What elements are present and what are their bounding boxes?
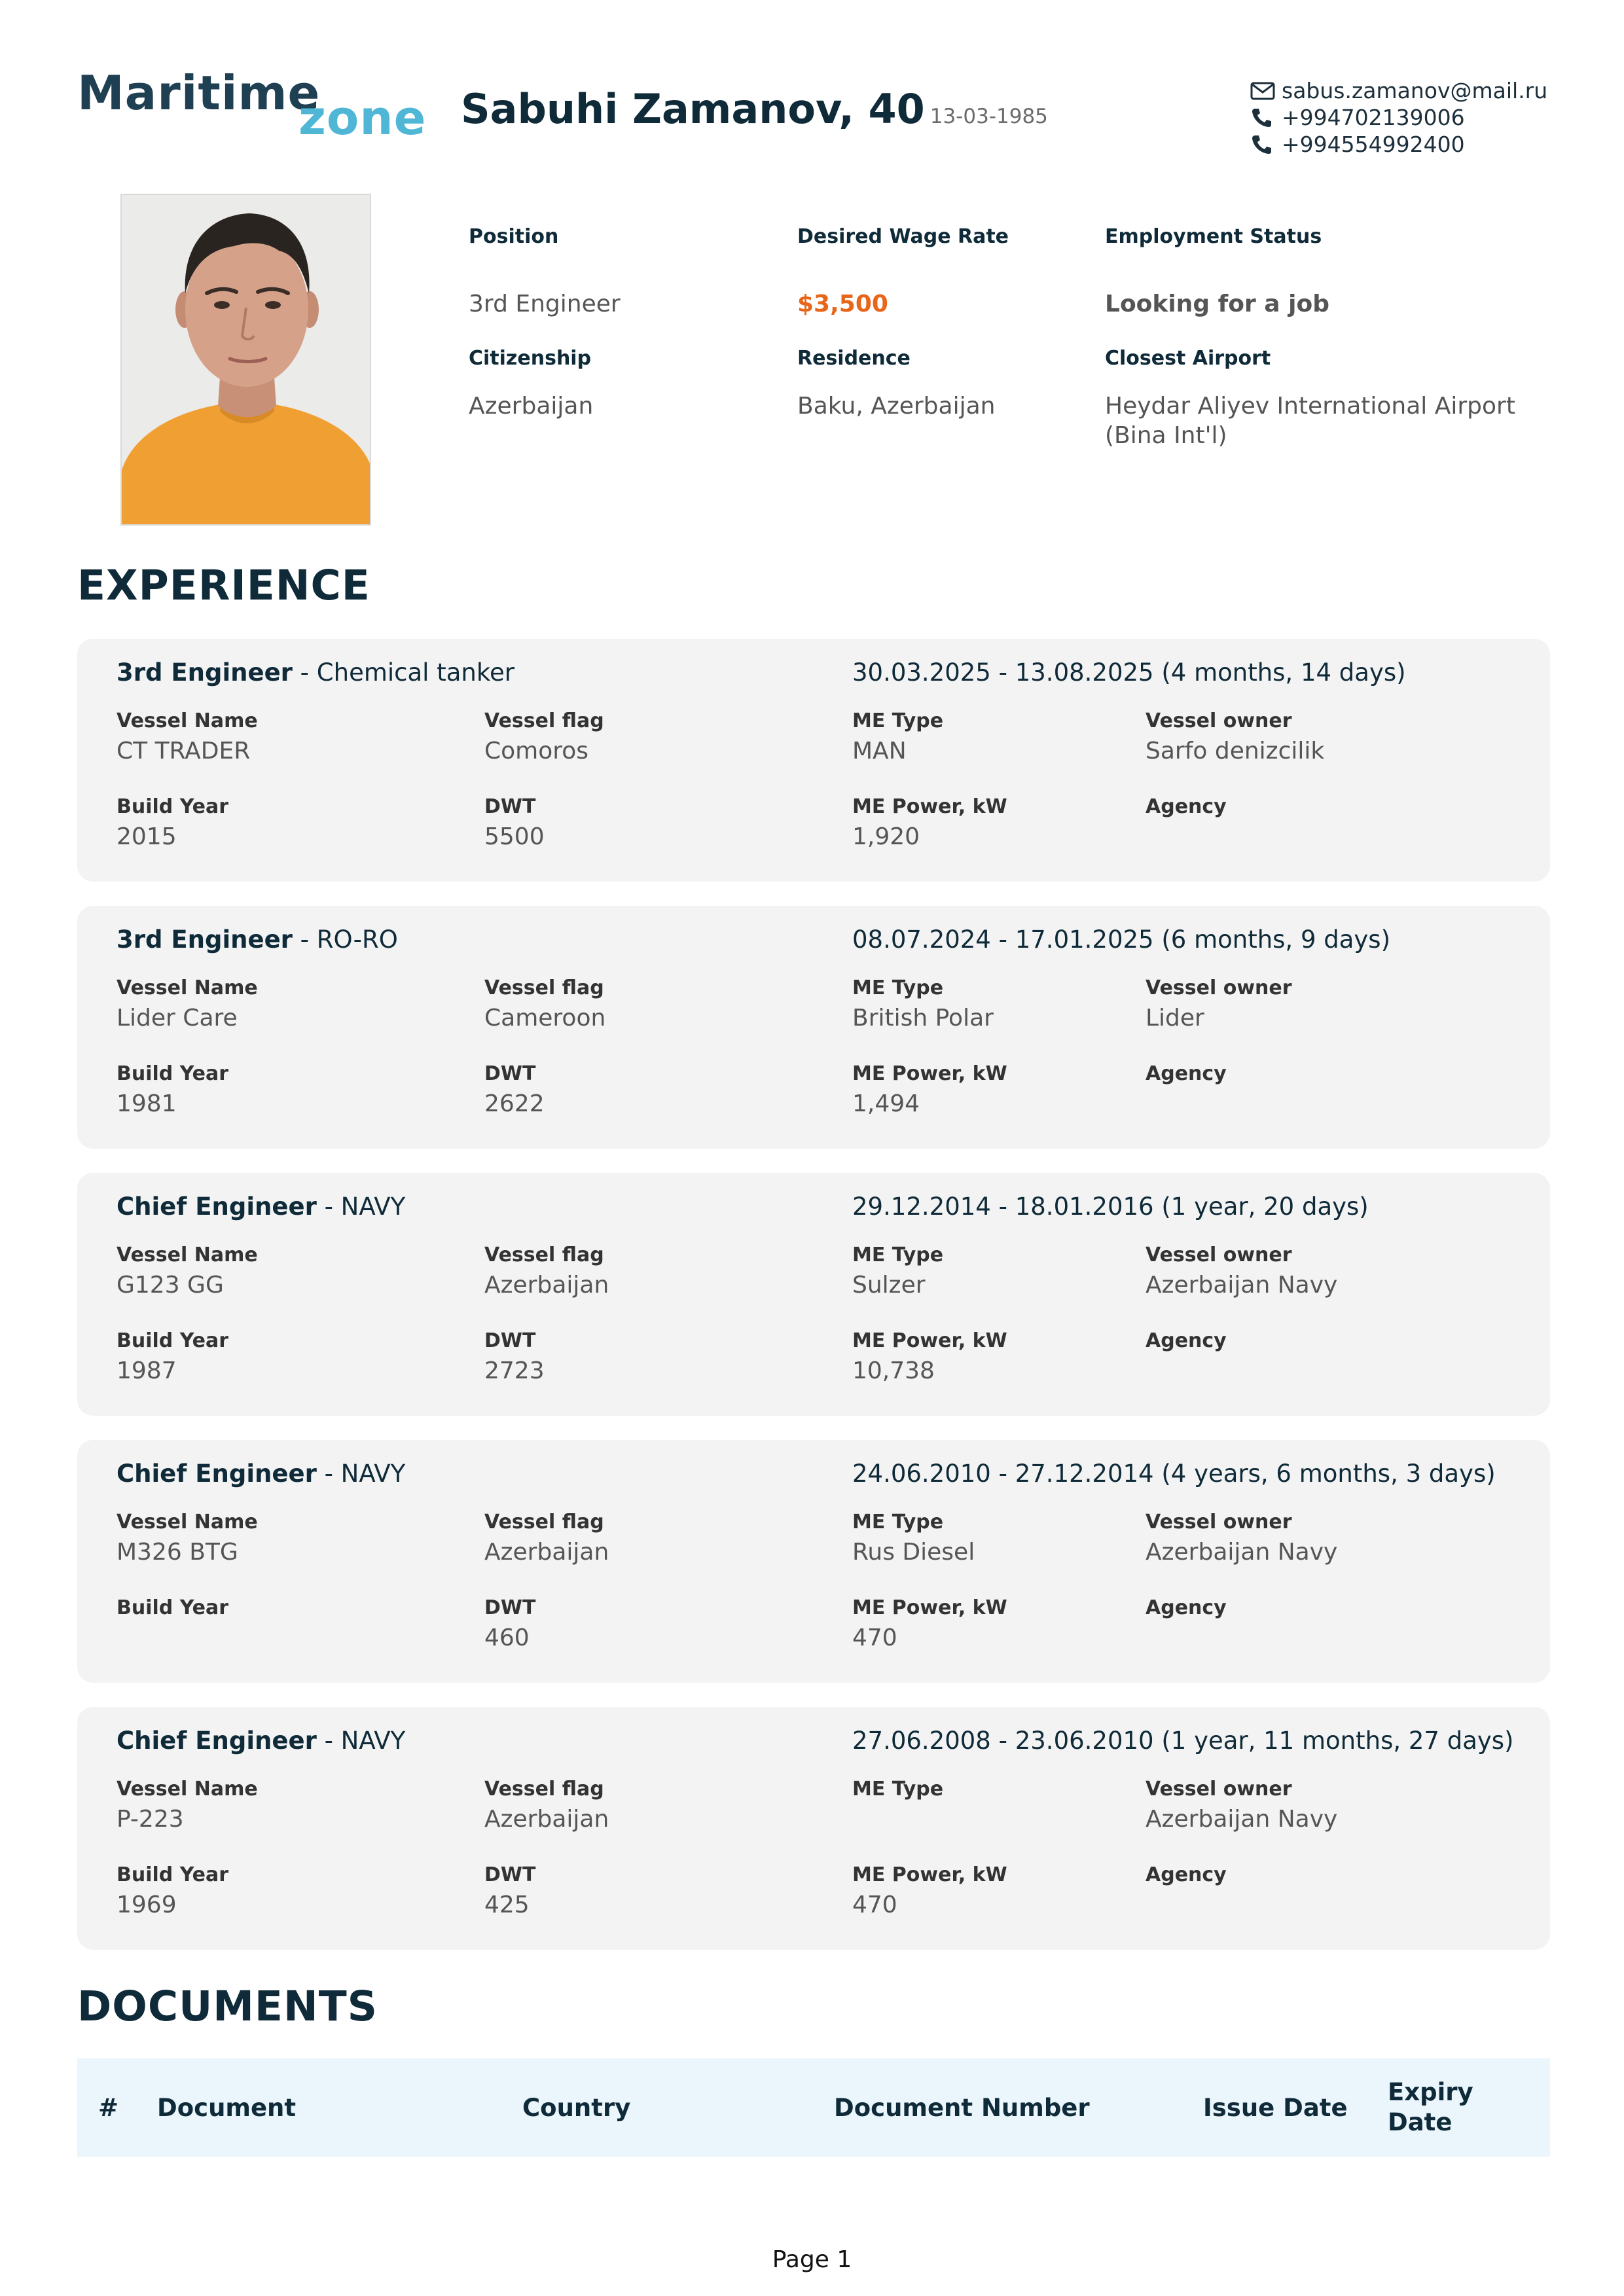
logo-main-text: Maritime [77,65,321,120]
column-header-country: Country [522,2093,631,2122]
vessel-flag-value: Comoros [484,738,589,764]
employment-status-value: Looking for a job [1105,291,1329,317]
maritimezone-logo [77,65,427,145]
experience-vessel-type: - Chemical tanker [292,658,514,687]
build-year-label: Build Year [117,1596,229,1619]
me-type-label: ME Type [852,977,944,999]
closest-airport-label: Closest Airport [1105,347,1271,370]
me-type-value: MAN [852,738,907,764]
vessel-flag-label: Vessel flag [484,1778,604,1801]
column-header-number: # [98,2093,119,2122]
contact-email[interactable] [1250,77,1564,104]
residence-label: Residence [797,347,911,370]
me-type-label: ME Type [852,1511,944,1534]
phone-icon [1250,106,1282,130]
build-year-value: 2015 [117,823,177,850]
vessel-name-value: Lider Care [117,1005,238,1031]
candidate-birth-date: 13-03-1985 [929,105,1048,128]
build-year-value: 1987 [117,1357,177,1384]
me-power-label: ME Power, kW [852,1863,1007,1886]
vessel-flag-label: Vessel flag [484,977,604,999]
contact-email-text: sabus.zamanov@mail.ru [1282,78,1548,103]
vessel-owner-label: Vessel owner [1146,1244,1292,1266]
dwt-label: DWT [484,795,536,818]
me-type-value: Sulzer [852,1272,926,1299]
vessel-owner-value: Sarfo denizcilik [1146,738,1325,764]
me-power-value: 1,920 [852,823,920,850]
agency-label: Agency [1146,795,1227,818]
experience-dates: 27.06.2008 - 23.06.2010 (1 year, 11 months, 27 days) [852,1727,1514,1755]
build-year-value: 1981 [117,1090,177,1117]
experience-card [77,1440,1550,1683]
dwt-label: DWT [484,1596,536,1619]
experience-rank-line [117,1193,405,1221]
vessel-owner-label: Vessel owner [1146,977,1292,999]
vessel-name-label: Vessel Name [117,709,258,732]
position-value: 3rd Engineer [469,291,621,317]
contact-list [1250,77,1564,158]
contact-phone-2-text: +994554992400 [1282,132,1465,157]
column-header-document-number: Document Number [834,2093,1090,2122]
me-power-value: 10,738 [852,1357,935,1384]
citizenship-value: Azerbaijan [469,393,594,420]
experience-card [77,639,1550,882]
vessel-owner-value: Azerbaijan Navy [1146,1272,1338,1299]
vessel-owner-value: Lider [1146,1005,1204,1031]
experience-rank: Chief Engineer [117,1727,317,1755]
agency-label: Agency [1146,1062,1227,1085]
experience-card [77,906,1550,1149]
vessel-owner-label: Vessel owner [1146,1778,1292,1801]
candidate-name: Sabuhi Zamanov, 40 [461,85,925,133]
vessel-flag-value: Cameroon [484,1005,606,1031]
experience-rank-line [117,1727,405,1755]
envelope-icon [1250,79,1282,103]
page-number: Page 1 [772,2246,852,2273]
experience-rank: Chief Engineer [117,1460,317,1488]
build-year-label: Build Year [117,795,229,818]
me-power-value: 1,494 [852,1090,920,1117]
experience-dates: 24.06.2010 - 27.12.2014 (4 years, 6 months, 3 days) [852,1460,1496,1488]
me-type-value: Rus Diesel [852,1539,975,1566]
me-power-value: 470 [852,1624,897,1651]
dwt-label: DWT [484,1329,536,1352]
column-header-expiry-date: Expiry Date [1388,2078,1473,2136]
vessel-flag-value: Azerbaijan [484,1806,609,1833]
column-header-issue-date: Issue Date [1203,2093,1348,2122]
citizenship-label: Citizenship [469,347,592,370]
experience-dates: 29.12.2014 - 18.01.2016 (1 year, 20 days) [852,1193,1369,1221]
desired-wage-value: $3,500 [797,291,888,317]
vessel-owner-value: Azerbaijan Navy [1146,1806,1338,1833]
vessel-name-value: G123 GG [117,1272,224,1299]
logo-sub-text: zone [298,90,427,145]
vessel-name-label: Vessel Name [117,1778,258,1801]
column-header-document: Document [157,2093,297,2122]
phone-icon [1250,133,1282,156]
agency-label: Agency [1146,1863,1227,1886]
build-year-label: Build Year [117,1062,229,1085]
dwt-value: 5500 [484,823,545,850]
vessel-owner-value: Azerbaijan Navy [1146,1539,1338,1566]
experience-dates: 08.07.2024 - 17.01.2025 (6 months, 9 days) [852,925,1391,954]
experience-rank: 3rd Engineer [117,658,293,687]
me-power-value: 470 [852,1892,897,1918]
me-power-label: ME Power, kW [852,1062,1007,1085]
me-type-label: ME Type [852,1244,944,1266]
vessel-owner-label: Vessel owner [1146,1511,1292,1534]
experience-vessel-type: - NAVY [316,1460,406,1488]
experience-vessel-type: - RO-RO [292,925,398,954]
vessel-name-label: Vessel Name [117,977,258,999]
vessel-name-label: Vessel Name [117,1511,258,1534]
residence-value: Baku, Azerbaijan [797,393,996,420]
dwt-value: 2622 [484,1090,545,1117]
vessel-flag-value: Azerbaijan [484,1539,609,1566]
experience-vessel-type: - NAVY [316,1727,406,1755]
contact-phone-1-text: +994702139006 [1282,105,1465,130]
agency-label: Agency [1146,1329,1227,1352]
build-year-label: Build Year [117,1329,229,1352]
me-power-label: ME Power, kW [852,1329,1007,1352]
vessel-name-label: Vessel Name [117,1244,258,1266]
dwt-value: 460 [484,1624,530,1651]
experience-card [77,1707,1550,1950]
position-label: Position [469,225,559,248]
vessel-flag-value: Azerbaijan [484,1272,609,1299]
desired-wage-label: Desired Wage Rate [797,225,1009,248]
experience-rank-line [117,658,514,687]
closest-airport-line-1: Heydar Aliyev International Airport [1105,393,1515,420]
experience-card [77,1173,1550,1416]
experience-dates: 30.03.2025 - 13.08.2025 (4 months, 14 days) [852,658,1406,687]
vessel-name-value: M326 BTG [117,1539,238,1566]
experience-rank-line [117,925,398,954]
build-year-label: Build Year [117,1863,229,1886]
dwt-label: DWT [484,1062,536,1085]
me-power-label: ME Power, kW [852,795,1007,818]
experience-rank-line [117,1460,405,1488]
candidate-photo [120,194,371,526]
experience-rank: Chief Engineer [117,1193,317,1221]
vessel-flag-label: Vessel flag [484,1511,604,1534]
me-type-label: ME Type [852,709,944,732]
me-type-label: ME Type [852,1778,944,1801]
vessel-owner-label: Vessel owner [1146,709,1292,732]
candidate-header [461,85,1048,133]
experience-vessel-type: - NAVY [316,1193,406,1221]
contact-phone-2[interactable] [1250,131,1564,158]
dwt-value: 425 [484,1892,530,1918]
me-power-label: ME Power, kW [852,1596,1007,1619]
documents-title: DOCUMENTS [77,1982,378,2030]
documents-table-header [77,2058,1550,2157]
vessel-flag-label: Vessel flag [484,1244,604,1266]
contact-phone-1[interactable] [1250,104,1564,131]
vessel-name-value: P-223 [117,1806,184,1833]
experience-rank: 3rd Engineer [117,925,293,954]
vessel-name-value: CT TRADER [117,738,251,764]
employment-status-label: Employment Status [1105,225,1322,248]
build-year-value: 1969 [117,1892,177,1918]
vessel-flag-label: Vessel flag [484,709,604,732]
dwt-value: 2723 [484,1357,545,1384]
closest-airport-line-2: (Bina Int'l) [1105,422,1227,449]
dwt-label: DWT [484,1863,536,1886]
agency-label: Agency [1146,1596,1227,1619]
experience-title: EXPERIENCE [77,562,370,609]
me-type-value: British Polar [852,1005,994,1031]
